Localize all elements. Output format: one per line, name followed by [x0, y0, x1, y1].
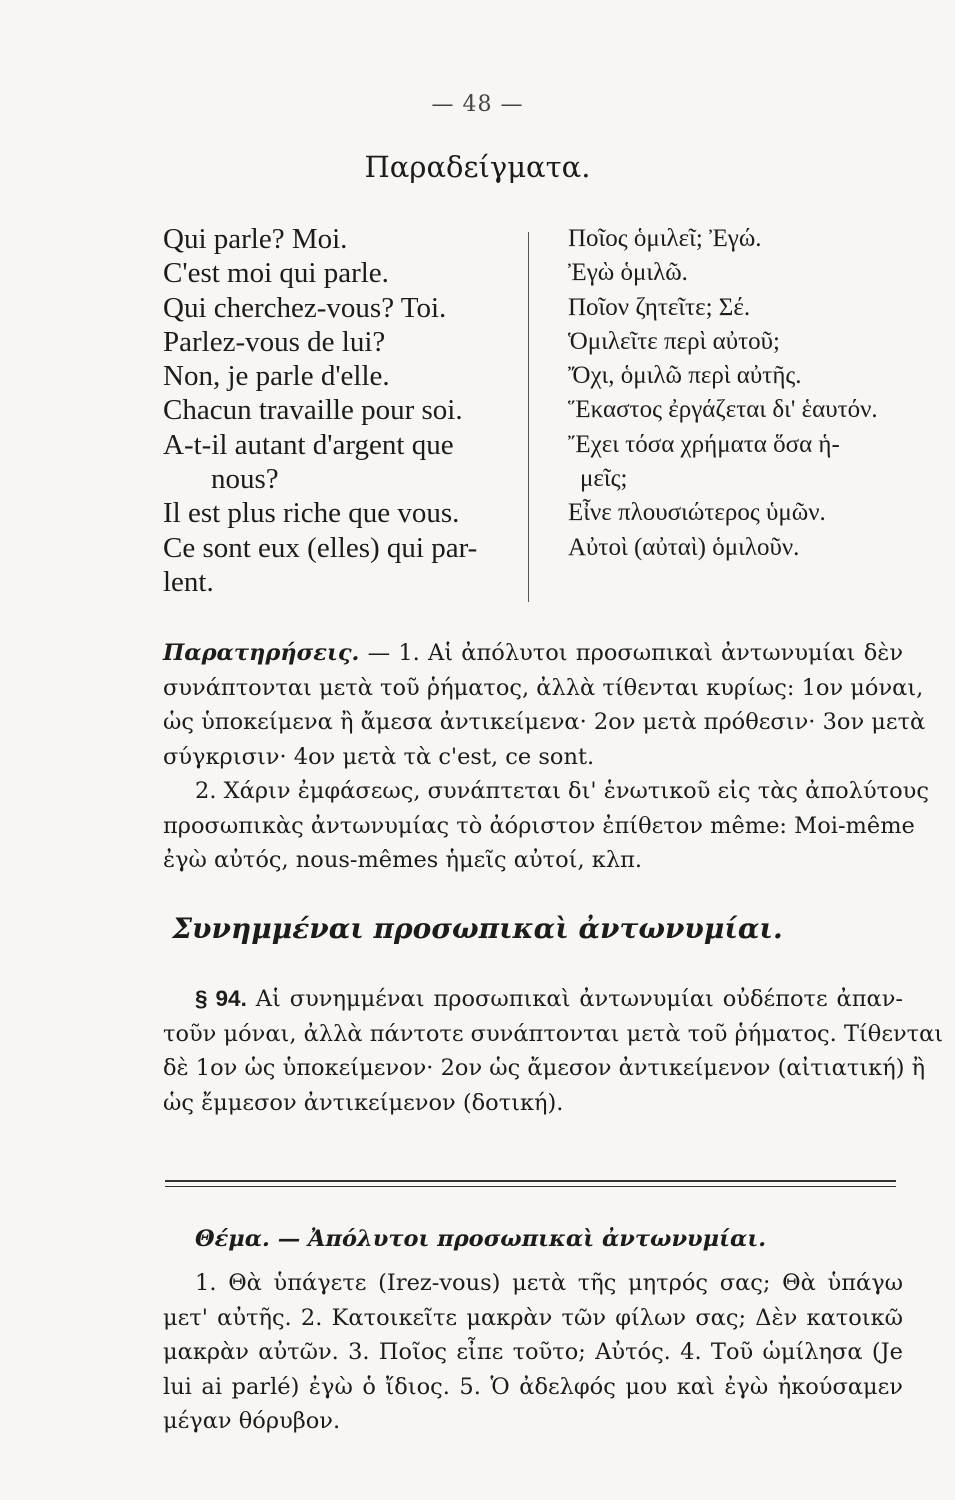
- greek-line: μεῖς;: [580, 465, 628, 493]
- greek-line: Εἶνε πλουσιώτερος ὑμῶν.: [568, 499, 826, 527]
- page-number: — 48 —: [431, 92, 524, 117]
- greek-line: Ποῖος ὁμιλεῖ; Ἐγώ.: [568, 225, 762, 252]
- section-94-line: ὡς ἔμμεσον ἀντικείμενον (δοτική).: [163, 1089, 564, 1116]
- french-line: C'est moi qui parle.: [163, 257, 389, 290]
- greek-line: Ἐγὼ ὁμιλῶ.: [568, 259, 688, 287]
- section-94-line-1: § 94. Αἱ συνημμέναι προσωπικαὶ ἀντωνυμίαι οὐδέποτε ἀπαν-: [195, 986, 904, 1012]
- remarks-label: Παρατηρήσεις.: [163, 640, 360, 666]
- section-94-line: τοῦν μόναι, ἀλλὰ πάντοτε συνάπτονται μετὰ τοῦ ῥήματος. Τίθενται: [163, 1020, 944, 1047]
- remarks-line: συνάπτονται μετὰ τοῦ ῥήματος, ἀλλὰ τίθενται κυρίως: 1ον μόναι,: [163, 674, 924, 701]
- french-examples: [163, 222, 508, 599]
- remarks-line: ἐγὼ αὐτός, nous-mêmes ἡμεῖς αὐτοί, κλπ.: [163, 847, 643, 873]
- french-line: A-t-il autant d'argent que: [163, 428, 454, 461]
- remarks-line-1: Παρατηρήσεις. — 1. Αἱ ἀπόλυτοι προσωπικαὶ ἀντωνυμίαι δὲν: [163, 640, 903, 666]
- section-mark: § 94.: [195, 986, 247, 1011]
- french-line: Chacun travaille pour soi.: [163, 394, 463, 427]
- exercise-paragraph: [163, 1266, 903, 1439]
- remarks-paragraph: [163, 636, 929, 878]
- french-line: Ce sont eux (elles) qui par-: [163, 531, 478, 564]
- greek-examples: [568, 222, 908, 565]
- section-94-line: δὲ 1ον ὡς ὑποκείμενον· 2ον ὡς ἄμεσον ἀντικείμενον (αἰτιατική) ἢ: [163, 1055, 926, 1081]
- french-line: Il est plus riche que vous.: [163, 497, 460, 530]
- remarks-line: σύγκρισιν· 4ον μετὰ τὰ c'est, ce sont.: [163, 743, 595, 770]
- greek-line: Αὐτοὶ (αὐταὶ) ὁμιλοῦν.: [568, 533, 800, 561]
- greek-line: Ὁμιλεῖτε περὶ αὐτοῦ;: [568, 327, 780, 355]
- rule-lower: [165, 1186, 896, 1187]
- exercise-heading: Θέμα. — Ἀπόλυτοι προσωπικαὶ ἀντωνυμίαι.: [195, 1226, 767, 1252]
- exercise-line: μακρὰν αὐτῶν. 3. Ποῖος εἶπε τοῦτο; Αὐτός. 4. Τοῦ ὡμίλησα (Je: [163, 1339, 903, 1365]
- exercise-heading-line: [163, 1222, 903, 1257]
- greek-line: Ἔχει τόσα χρήματα ὅσα ἡ-: [568, 430, 840, 458]
- french-line: Non, je parle d'elle.: [163, 360, 390, 393]
- exercise-line: lui ai parlé) ἐγὼ ὁ ἴδιος. 5. Ὁ ἀδελφός μου καὶ ἐγὼ ἠκούσαμεν: [163, 1373, 903, 1400]
- exercise-line: μετ' αὐτῆς. 2. Κατοικεῖτε μακρὰν τῶν φίλων σας; Δὲν κατοικῶ: [163, 1304, 903, 1331]
- remarks-line: 2. Χάριν ἐμφάσεως, συνάπτεται δι' ἑνωτικοῦ εἰς τὰς ἀπολύτους: [195, 778, 929, 804]
- french-line: lent.: [163, 565, 214, 598]
- conjunctive-heading: Συνημμέναι προσωπικαὶ ἀντωνυμίαι.: [172, 912, 783, 945]
- greek-line: Ὄχι, ὁμιλῶ περὶ αὐτῆς.: [568, 362, 802, 390]
- greek-line: Ἕκαστος ἐργάζεται δι' ἑαυτόν.: [568, 396, 878, 424]
- remarks-line: προσωπικὰς ἀντωνυμίας τὸ ἀόριστον ἐπίθετον même: Moi-même: [163, 812, 915, 839]
- french-line: Qui cherchez-vous? Toi.: [163, 291, 447, 324]
- section-94-paragraph: [163, 982, 944, 1120]
- exercise-line: μέγαν θόρυβον.: [163, 1408, 341, 1434]
- rule-upper: [165, 1180, 896, 1182]
- greek-line: Ποῖον ζητεῖτε; Σέ.: [568, 293, 751, 321]
- french-line: nous?: [211, 463, 279, 496]
- french-line: Qui parle? Moi.: [163, 223, 348, 255]
- remarks-line: ὡς ὑποκείμενα ἢ ἄμεσα ἀντικείμενα· 2ον μετὰ πρόθεσιν· 3ον μετὰ: [163, 709, 926, 735]
- column-divider: [528, 232, 529, 602]
- exercise-line: 1. Θὰ ὑπάγετε (Irez-vous) μετὰ τῆς μητρός σας; Θὰ ὑπάγω: [195, 1270, 903, 1296]
- french-line: Parlez-vous de lui?: [163, 325, 386, 358]
- examples-heading: Παραδείγματα.: [364, 150, 591, 184]
